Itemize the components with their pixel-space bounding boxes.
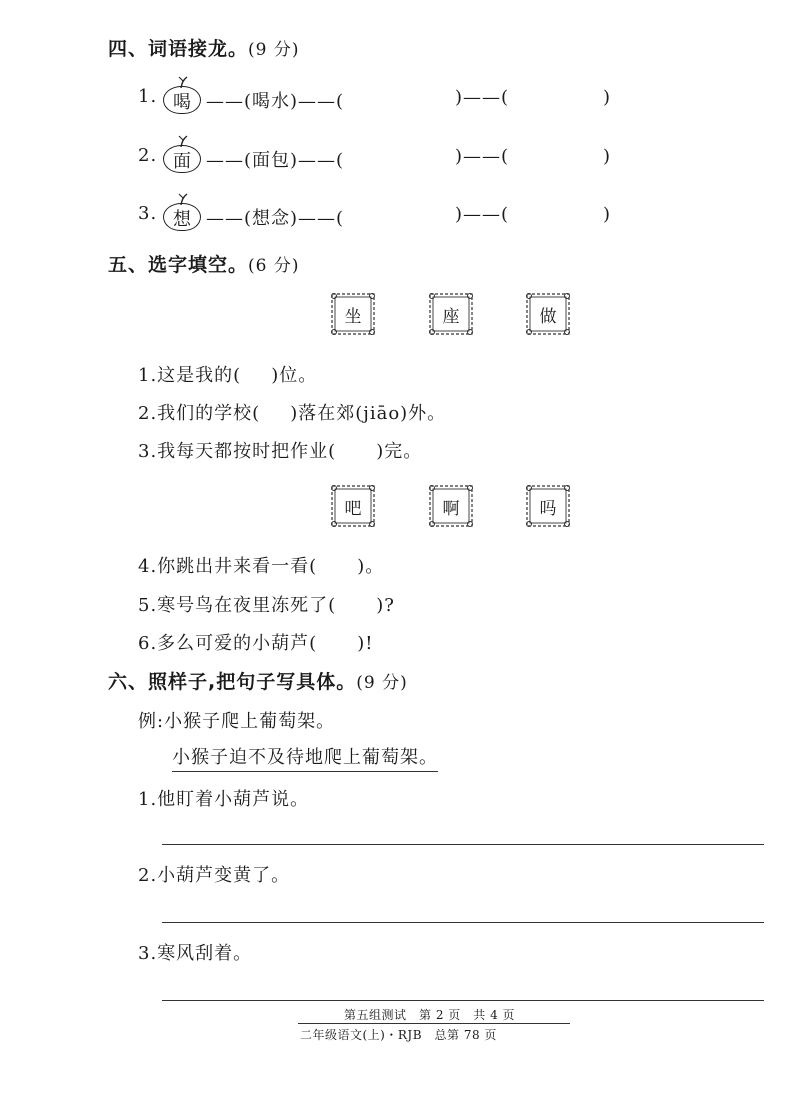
fill-item-text: 5.寒号鸟在夜里冻死了( <box>138 595 337 616</box>
chain-end: ) <box>603 146 612 167</box>
footer-book-info: 二年级语文(上)・RJB 总第 78 页 <box>300 1028 497 1042</box>
char-option-frame <box>428 292 474 336</box>
footer-rule <box>298 1023 570 1024</box>
apple-word: 想 <box>173 209 191 230</box>
answer-line[interactable] <box>162 844 764 845</box>
answer-line[interactable] <box>162 1000 764 1001</box>
apple-word: 喝 <box>173 92 191 113</box>
rewrite-prompt: 2.小葫芦变黄了。 <box>138 865 291 886</box>
rewrite-prompt: 3.寒风刮着。 <box>138 943 253 964</box>
chain-end: ) <box>603 204 612 225</box>
fill-item-after: )? <box>376 595 395 616</box>
fill-item <box>138 552 384 578</box>
chain-mid: )——( <box>455 146 510 167</box>
apple-word-bubble <box>163 80 203 114</box>
char-option-frame <box>525 484 571 528</box>
fill-item-text: 6.多么可爱的小葫芦( <box>138 633 318 654</box>
item-number: 3. <box>138 203 158 224</box>
option-char: 坐 <box>344 307 362 327</box>
fill-item-after: )完。 <box>376 441 423 462</box>
answer-line[interactable] <box>162 922 764 923</box>
option-char: 吗 <box>539 499 557 519</box>
apple-word-bubble <box>163 139 203 173</box>
section6-points: (9 分) <box>356 673 408 693</box>
apple-word: 面 <box>173 151 191 172</box>
example-answer: 小猴子迫不及待地爬上葡萄架。 <box>172 743 438 772</box>
section5-heading <box>108 250 300 277</box>
fill-item-text: 1.这是我的( <box>138 365 242 386</box>
fill-item-after: )落在郊(jiāo)外。 <box>290 403 447 424</box>
fill-item <box>138 629 373 655</box>
fill-item-after: )! <box>357 633 374 654</box>
fill-item <box>138 399 446 425</box>
option-char: 吧 <box>344 499 362 519</box>
fill-item <box>138 361 317 387</box>
chain-text: ——(想念)——( <box>206 208 345 229</box>
chain-mid: )——( <box>455 204 510 225</box>
section5-points: (6 分) <box>248 256 300 276</box>
fill-item <box>138 591 395 617</box>
section6-heading <box>108 667 408 694</box>
fill-item <box>138 437 422 463</box>
char-option-frame <box>428 484 474 528</box>
chain-mid: )——( <box>455 87 510 108</box>
chain-text: ——(喝水)——( <box>206 91 345 112</box>
char-option-frame <box>330 292 376 336</box>
section5-title: 五、选字填空。 <box>108 254 249 276</box>
char-option-frame <box>525 292 571 336</box>
item-number: 2. <box>138 145 158 166</box>
fill-item-text: 4.你跳出井来看一看( <box>138 556 318 577</box>
fill-item-text: 2.我们的学校( <box>138 403 261 424</box>
option-char: 做 <box>539 307 557 327</box>
example-sentence: 例:小猴子爬上葡萄架。 <box>138 711 336 732</box>
rewrite-prompt: 1.他盯着小葫芦说。 <box>138 789 310 810</box>
fill-item-after: )。 <box>357 556 385 577</box>
section4-points: (9 分) <box>248 40 300 60</box>
option-char: 啊 <box>442 499 460 519</box>
chain-end: ) <box>603 87 612 108</box>
char-option-frame <box>330 484 376 528</box>
item-number: 1. <box>138 86 158 107</box>
footer-page-info: 第五组测试 第 2 页 共 4 页 <box>344 1008 516 1022</box>
apple-word-bubble <box>163 197 203 231</box>
option-char: 座 <box>442 307 460 327</box>
section4-heading <box>108 34 300 61</box>
section6-title: 六、照样子,把句子写具体。 <box>108 671 357 693</box>
fill-item-text: 3.我每天都按时把作业( <box>138 441 337 462</box>
section4-title: 四、词语接龙。 <box>108 38 249 60</box>
fill-item-after: )位。 <box>271 365 318 386</box>
chain-text: ——(面包)——( <box>206 150 345 171</box>
